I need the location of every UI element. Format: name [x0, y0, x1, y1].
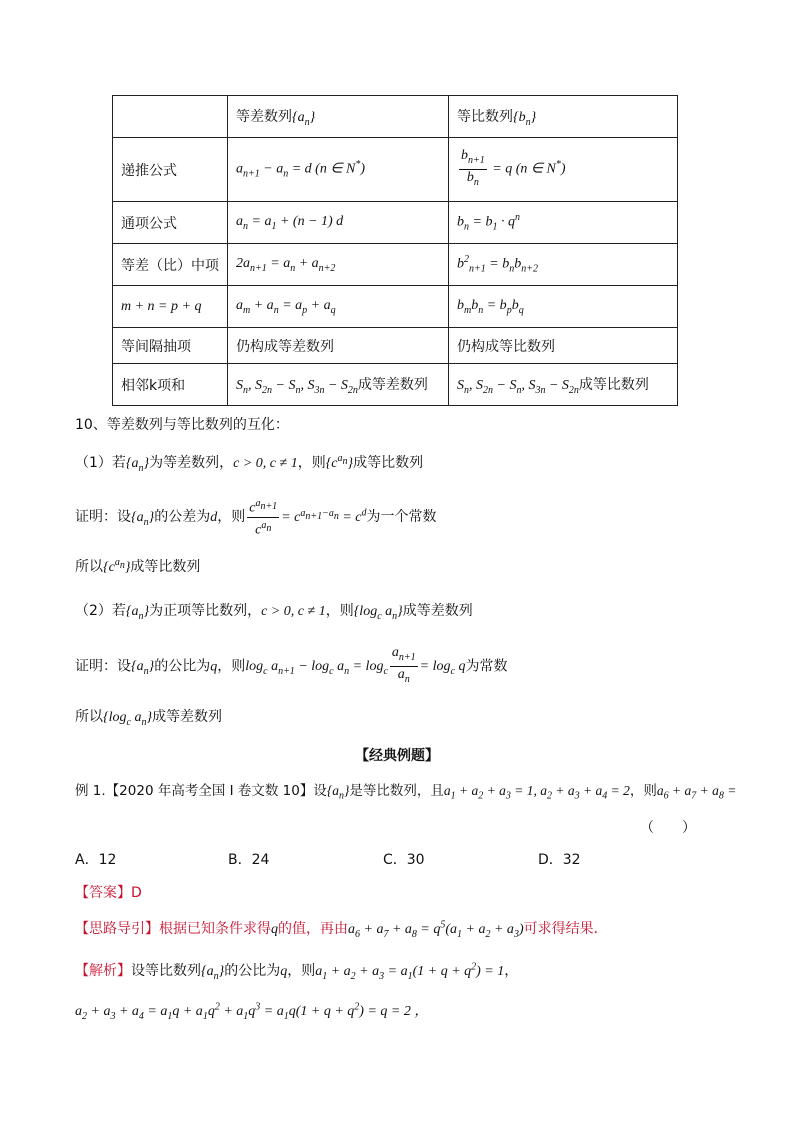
table-header-arithmetic: 等差数列$\{a_n\}$ — [228, 96, 449, 138]
formula-cell: $a_m + a_n = a_p + a_q$ — [228, 286, 449, 328]
option-b: B．24 — [228, 852, 270, 868]
formula-cell: $b^2_{n+1} = b_nb_{n+2}$ — [449, 244, 678, 286]
conclusion-2: 所以{$\log_c$ $a_n$}成等差数列 — [75, 709, 223, 728]
option-d: D．32 — [538, 852, 581, 868]
examples-heading: 【经典例题】 — [355, 748, 439, 764]
proof-1: 证明：设$\{a_n\}$的公差为d，则 $\frac{c^{a_{n+1}}}{c^{a_n}}$ = $c^{a_{n+1}-a_n} = c^d$为一个常数 — [75, 498, 437, 538]
option-a: A．12 — [75, 852, 117, 868]
conclusion-1: 所以$\{c^{a_n}\}$成等比数列 — [75, 557, 201, 575]
row-label: 相邻k项和 — [113, 364, 228, 406]
formula-cell: $a_{n+1} - a_n = d$ (n ∈ N*) — [228, 138, 449, 202]
comparison-table — [112, 95, 678, 406]
answer-tag: 【答案】 — [75, 885, 131, 901]
answer-blank: （ ） — [640, 820, 696, 836]
formula-cell: $a_n = a_1 + (n - 1)$ d — [228, 202, 449, 244]
table-header-geometric: 等比数列$\{b_n\}$ — [449, 96, 678, 138]
answer-value: D — [131, 885, 142, 901]
formula-cell: $b_mb_n = b_pb_q$ — [449, 286, 678, 328]
table-row — [113, 286, 678, 328]
row-label-formula: m + n = p + q — [113, 286, 228, 328]
paragraph-2: （2）若$\{a_n\}$为正项等比数列，c > 0, c ≠ 1，则{$\log_c$ $a_n$}成等差数列 — [75, 603, 473, 622]
analysis-tag: 【解析】 — [75, 963, 131, 979]
row-label: 等间隔抽项 — [113, 328, 228, 364]
table-row — [113, 328, 678, 364]
answer-line — [75, 882, 142, 902]
table-header-empty — [113, 96, 228, 138]
table-row — [113, 138, 678, 202]
example-1-question: 例 1.【2020 年高考全国 I 卷文数 10】设$\{a_n\}$是等比数列，且$a_1 + a_2 + a_3 = 1$, $a_2 + a_3 + a_4 = 2$，则$a_6 + a_7 + a_8$ = — [75, 783, 737, 802]
formula-cell: $2a_{n+1} = a_n + a_{n+2}$ — [228, 244, 449, 286]
section-title: 10、等差数列与等比数列的互化： — [75, 417, 289, 433]
table-header-row — [113, 96, 678, 138]
formula-cell: $S_n$, $S_{2n} - S_n$, $S_{3n} - S_{2n}$成等差数列 — [228, 364, 449, 406]
proof-2: 证明：设$\{a_n\}$的公比为q，则$\log_c a_{n+1} - \log_c a_n = \log_c$ $\frac{a_{n+1}}{a_n}$ = $\log_c q$为常数 — [75, 645, 508, 685]
formula-cell: $b_n = b_1 \cdot q^n$ — [449, 202, 678, 244]
formula-cell: $\frac{b_{n+1}}{b_n}$ = q (n ∈ N*) — [449, 138, 678, 202]
analysis-equation: $a_2 + a_3 + a_4 = a_1q + a_1q^2 + a_1q^3 = a_1q(1 + q + q^2) = q = 2$ ， — [75, 1001, 429, 1022]
guide-tag: 【思路导引】 — [75, 921, 159, 937]
text-cell: 仍构成等差数列 — [228, 328, 449, 364]
guide-line: 【思路导引】根据已知条件求得q的值，再由$a_6 + a_7 + a_8 = q^5(a_1 + a_2 + a_3)$可求得结果． — [75, 919, 608, 940]
analysis-line: 【解析】设等比数列$\{a_n\}$的公比为q，则$a_1 + a_2 + a_3 = a_1(1 + q + q^2) = 1$， — [75, 961, 519, 982]
row-label: 等差（比）中项 — [113, 244, 228, 286]
table-row — [113, 364, 678, 406]
row-label: 递推公式 — [113, 138, 228, 202]
formula-cell: $S_n$, $S_{2n} - S_n$, $S_{3n} - S_{2n}$成等比数列 — [449, 364, 678, 406]
table-row — [113, 244, 678, 286]
text-cell: 仍构成等比数列 — [449, 328, 678, 364]
row-label: 通项公式 — [113, 202, 228, 244]
option-c: C．30 — [383, 852, 425, 868]
table-row — [113, 202, 678, 244]
paragraph-1: （1）若$\{a_n\}$为等差数列，c > 0, c ≠ 1，则$\{c^{a_n}\}$成等比数列 — [75, 453, 424, 474]
